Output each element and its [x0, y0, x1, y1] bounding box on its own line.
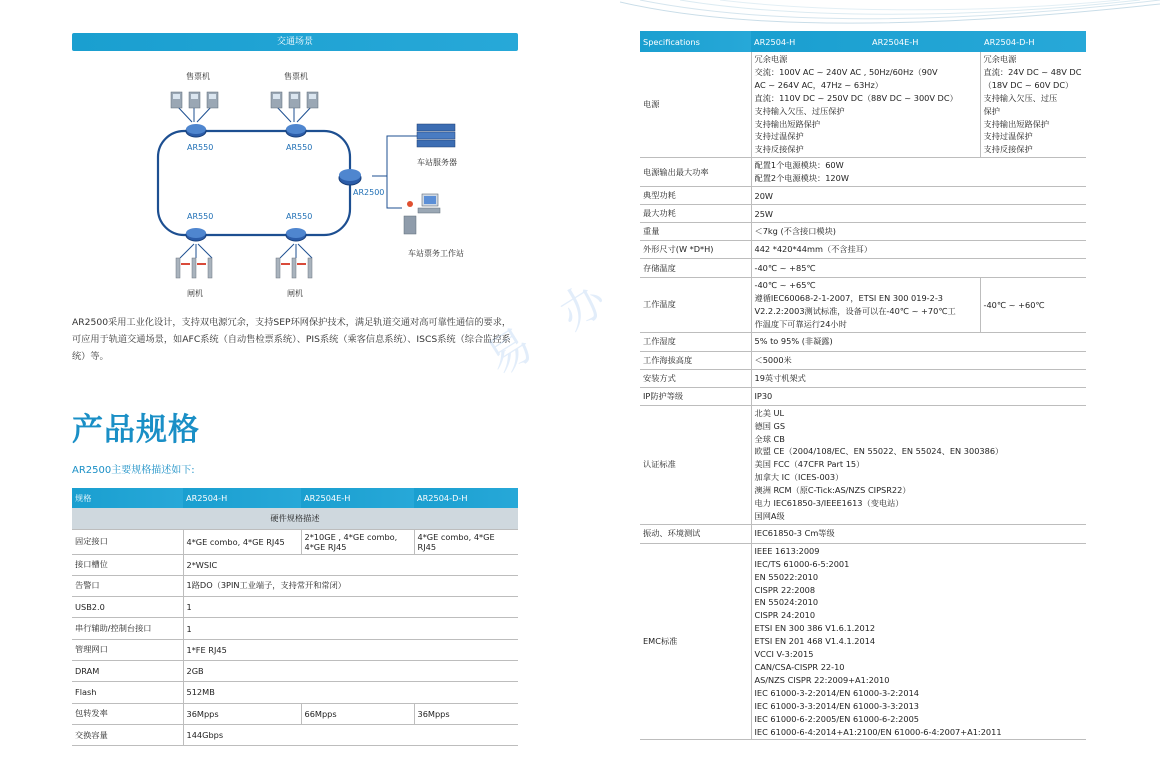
table-row	[72, 597, 518, 618]
spec-line: VCCI V-3:2015	[754, 649, 814, 660]
row-label: 管理网口	[72, 639, 183, 660]
table-row	[72, 554, 518, 575]
spec-line: 支持反接保护	[754, 144, 804, 155]
table-row	[640, 524, 1086, 543]
table-row	[640, 158, 1086, 187]
spec-line: ETSI EN 201 468 V1.4.1.2014	[754, 636, 876, 647]
cell-value: 36Mpps	[183, 703, 301, 724]
label-ticket-machine-1: 售票机	[186, 72, 210, 81]
label-ar2500: AR2500	[353, 188, 385, 197]
row-label: 工作湿度	[640, 332, 751, 351]
spec-line: CISPR 22:2008	[754, 584, 816, 595]
spec-line: IEC 61000-3-2:2014/EN 61000-3-2:2014	[754, 687, 920, 698]
table-subheader-row	[72, 508, 518, 529]
spec-line: 支持输入欠压、过压	[983, 92, 1058, 103]
specs-subtitle: AR2500主要规格描述如下:	[72, 465, 195, 476]
page-title: 产品规格	[72, 412, 200, 448]
table-row	[72, 682, 518, 703]
gate-icon	[276, 258, 312, 278]
ticket-machine-icon	[171, 92, 218, 108]
router-icon	[186, 124, 206, 137]
table-row	[72, 660, 518, 681]
cell-value: 1	[183, 618, 518, 639]
ticket-machine-icon	[271, 92, 318, 108]
row-label: 认证标准	[640, 405, 751, 524]
label-ar550-3: AR550	[187, 212, 214, 221]
row-label: 外形尺寸(W *D*H)	[640, 241, 751, 259]
spec-line: 直流：24V DC ~ 48V DC	[983, 66, 1082, 77]
spec-line: 全球 CB	[754, 433, 785, 444]
table-row	[640, 187, 1086, 205]
spec-line: 北美 UL	[754, 407, 785, 418]
table-row	[640, 351, 1086, 369]
row-label: 典型功耗	[640, 187, 751, 205]
cell-value: 36Mpps	[414, 703, 518, 724]
table-row	[640, 332, 1086, 351]
spec-line: 冗余电源	[983, 54, 1017, 64]
spec-line: 支持输出短路保护	[754, 118, 821, 129]
spec-line: 遵循IEC60068-2-1-2007，ETSI EN 300 019-2-3	[754, 292, 944, 303]
header-cell: Specifications	[640, 31, 751, 52]
cell-value: -40℃ ~ +85℃	[751, 259, 1086, 278]
header-cell: AR2504E-H	[301, 488, 414, 508]
spec-line: 冗余电源	[754, 54, 788, 64]
cell-value: 66Mpps	[301, 703, 414, 724]
cell-value: IEC61850-3 Cm等级	[751, 524, 1086, 543]
spec-line: 配置2个电源模块：120W	[754, 173, 849, 184]
table-row	[72, 703, 518, 724]
row-label: 电源	[640, 52, 751, 158]
cell-value: 4*GE combo, 4*GE RJ45	[414, 529, 518, 554]
router-icon	[286, 124, 306, 137]
cell-value: 1	[183, 597, 518, 618]
label-ar550-4: AR550	[286, 212, 313, 221]
table-row	[640, 52, 1086, 158]
row-label: DRAM	[72, 660, 183, 681]
spec-line: 支持过温保护	[983, 131, 1033, 142]
label-station-workstation: 车站票务工作站	[408, 249, 464, 258]
row-label: 串行辅助/控制台接口	[72, 618, 183, 639]
spec-line: （18V DC ~ 60V DC）	[983, 79, 1074, 90]
cell-value: 19英寸机架式	[751, 369, 1086, 387]
table-row	[640, 259, 1086, 278]
table-row	[72, 529, 518, 554]
cell-value: 512MB	[183, 682, 518, 703]
cell-value	[751, 405, 1086, 524]
cell-value: IP30	[751, 387, 1086, 405]
cell-value: ＜5000米	[751, 351, 1086, 369]
row-label: 安装方式	[640, 369, 751, 387]
row-label: Flash	[72, 682, 183, 703]
row-label: USB2.0	[72, 597, 183, 618]
spec-line: 支持过温保护	[754, 131, 804, 142]
cell-value: ＜7kg (不含接口模块)	[751, 223, 1086, 241]
cell-value: 2*WSIC	[183, 554, 518, 575]
header-cell: AR2504E-H	[872, 36, 919, 47]
spec-line: CISPR 24:2010	[754, 610, 816, 621]
power-ac-cell	[751, 52, 980, 158]
cell-value	[751, 278, 980, 333]
server-icon	[417, 124, 455, 147]
link-workstation	[387, 176, 402, 208]
spec-line: IEEE 1613:2009	[754, 545, 820, 556]
row-label: IP防护等级	[640, 387, 751, 405]
spec-line: 支持输出短路保护	[983, 118, 1050, 129]
row-label: 存储温度	[640, 259, 751, 278]
spec-line: EN 55022:2010	[754, 571, 819, 582]
table-row	[640, 387, 1086, 405]
router-icon	[186, 228, 206, 241]
cell-value: 5% to 95% (非凝露)	[751, 332, 1086, 351]
spec-line: 电力 IEC61850-3/IEEE1613（变电站）	[754, 498, 904, 509]
table-row	[640, 405, 1086, 524]
label-ticket-machine-2: 售票机	[284, 72, 308, 81]
spec-line: 欧盟 CE（2004/108/EC、EN 55022、EN 55024、EN 300386）	[754, 446, 1004, 457]
cell-value: 144Gbps	[183, 724, 518, 745]
spec-line: IEC 61000-3-3:2014/EN 61000-3-3:2013	[754, 700, 920, 711]
cell-value: 1路DO（3PIN工业端子，支持常开和常闭）	[183, 575, 518, 596]
header-model-cells	[751, 31, 1086, 52]
cell-value: 25W	[751, 205, 1086, 223]
spec-line: 交流：100V AC ~ 240V AC , 50Hz/60Hz（90V	[754, 66, 938, 77]
spec-line: 支持反接保护	[983, 144, 1033, 155]
table-row	[640, 369, 1086, 387]
cell-value	[751, 543, 1086, 740]
spec-line: -40℃ ~ +65℃	[754, 280, 816, 291]
cell-value: 4*GE combo, 4*GE RJ45	[183, 529, 301, 554]
header-cell: 规格	[72, 488, 183, 508]
topology-svg	[72, 58, 518, 306]
spec-line: 加拿大 IC（ICES-003）	[754, 472, 844, 483]
spec-line: 澳洲 RCM（原C-Tick:AS/NZS CIPSR22）	[754, 485, 911, 496]
table-header-row	[640, 31, 1086, 52]
row-label: 工作温度	[640, 278, 751, 333]
workstation-icon	[404, 194, 440, 234]
cell-value: 442 *420*44mm（不含挂耳）	[751, 241, 1086, 259]
row-label: 接口槽位	[72, 554, 183, 575]
spec-line: 作温度下可靠运行24小时	[754, 318, 847, 329]
header-cell: AR2504-D-H	[984, 36, 1035, 47]
table-row	[640, 543, 1086, 740]
spec-line: 保护	[983, 105, 1000, 116]
cell-value	[751, 158, 1086, 187]
cell-value: -40℃ ~ +60℃	[980, 278, 1086, 333]
row-label: 包转发率	[72, 703, 183, 724]
spec-line: 美国 FCC（47CFR Part 15）	[754, 459, 865, 470]
row-label: 最大功耗	[640, 205, 751, 223]
router-icon	[286, 228, 306, 241]
table-row	[640, 223, 1086, 241]
watermark: 易 办	[477, 266, 627, 386]
power-dc-cell	[980, 52, 1086, 158]
spec-line: 直流：110V DC ~ 250V DC（88V DC ~ 300V DC）	[754, 92, 958, 103]
subheader-cell: 硬件规格描述	[72, 508, 518, 529]
table-row	[72, 724, 518, 745]
cell-value: 2GB	[183, 660, 518, 681]
specifications-table	[640, 31, 1086, 740]
row-label: 固定接口	[72, 529, 183, 554]
row-label: 交换容量	[72, 724, 183, 745]
spec-line: CAN/CSA-CISPR 22-10	[754, 662, 845, 672]
spec-line: 支持输入欠压、过压保护	[754, 105, 845, 116]
core-router-icon	[339, 169, 361, 185]
cell-value: 2*10GE , 4*GE combo, 4*GE RJ45	[301, 529, 414, 554]
gate-icon	[176, 258, 212, 278]
network-diagram	[72, 58, 518, 306]
header-cell: AR2504-H	[754, 36, 796, 47]
spec-line: EN 55024:2010	[754, 597, 819, 608]
row-label: 工作海拔高度	[640, 351, 751, 369]
row-label: 重量	[640, 223, 751, 241]
header-cell: AR2504-H	[183, 488, 301, 508]
cell-value: 1*FE RJ45	[183, 639, 518, 660]
scene-header: 交通场景	[72, 33, 518, 51]
spec-line: 国网A级	[754, 510, 785, 521]
table-row	[72, 618, 518, 639]
row-label: EMC标准	[640, 543, 751, 740]
spec-line: 配置1个电源模块：60W	[754, 160, 844, 171]
table-row	[72, 639, 518, 660]
table-row	[640, 205, 1086, 223]
label-gate-1: 闸机	[187, 289, 203, 298]
label-gate-2: 闸机	[287, 289, 303, 298]
cell-value: 20W	[751, 187, 1086, 205]
table-row	[72, 575, 518, 596]
row-label: 告警口	[72, 575, 183, 596]
spec-line: IEC 61000-6-2:2005/EN 61000-6-2:2005	[754, 713, 920, 724]
label-station-server: 车站服务器	[417, 158, 457, 167]
row-label: 振动、环境测试	[640, 524, 751, 543]
label-ar550-1: AR550	[187, 143, 214, 152]
label-ar550-2: AR550	[286, 143, 313, 152]
spec-line: AC ~ 264V AC，47Hz ~ 63Hz）	[754, 79, 883, 90]
link-server	[372, 136, 417, 176]
row-label: 电源输出最大功率	[640, 158, 751, 187]
table-header-row	[72, 488, 518, 508]
spec-line: ETSI EN 300 386 V1.6.1.2012	[754, 623, 876, 634]
decorative-wave-lines	[620, 0, 1160, 30]
spec-line: IEC 61000-6-4:2014+A1:2100/EN 61000-6-4:2007+A1:2011	[754, 726, 1002, 737]
spec-line: IEC/TS 61000-6-5:2001	[754, 558, 850, 569]
spec-line: 德国 GS	[754, 420, 786, 431]
spec-line: V2.2.2:2003测试标准，设备可以在-40℃ ~ +70℃工	[754, 305, 956, 316]
hardware-spec-table	[72, 488, 518, 746]
header-cell: AR2504-D-H	[414, 488, 518, 508]
table-row	[640, 278, 1086, 333]
table-row	[640, 241, 1086, 259]
spec-line: AS/NZS CISPR 22:2009+A1:2010	[754, 674, 890, 685]
scene-description: AR2500采用工业化设计，支持双电源冗余，支持SEP环网保护技术，满足轨道交通对高可靠性通信的要求，可应用于轨道交通场景，如AFC系统（自动售检票系统）、PIS系统（乘客信息系统）、ISCS系统（综合监控系统）等。	[72, 317, 512, 362]
